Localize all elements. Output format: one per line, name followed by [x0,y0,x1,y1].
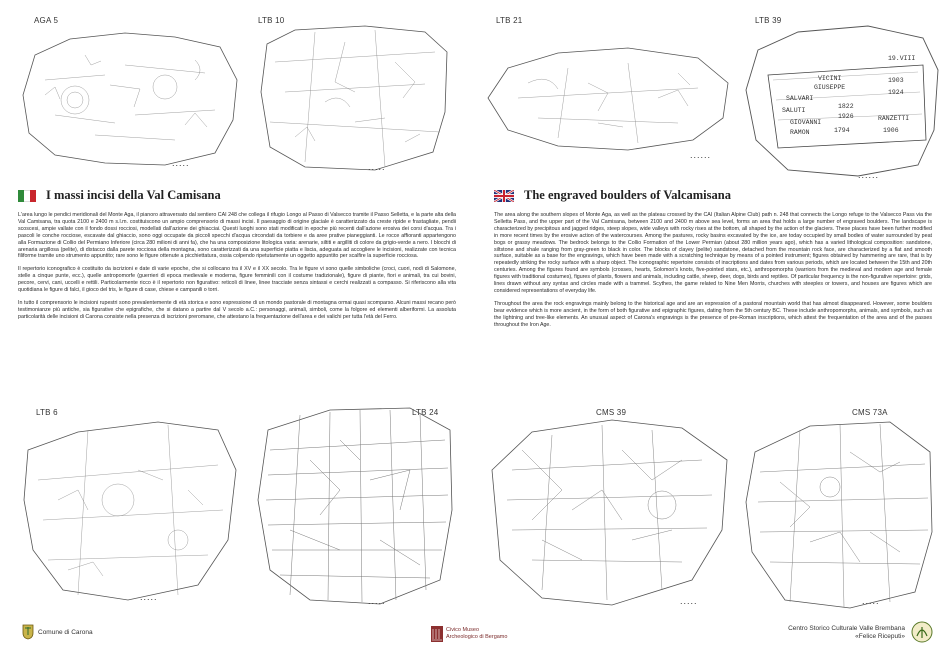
dots-aga5: ..... [172,158,190,168]
centro-storico-emblem-icon [910,620,934,644]
ltb39-text-12: 1794 [834,127,850,134]
footer-museum-line2: Archeologico di Bergamo [446,633,508,640]
italian-text [18,212,456,327]
italian-flag-icon [18,190,36,202]
english-paragraph-1: The area along the southern slopes of Monte Aga, as well as the plateau crossed by the CAI (Italian Alpine Club) path n. 248 that connects the Longo refuge to the Valsecco Pass via the Selletta Pass, and the upper part of the Val Camisana, between 2100 and 2400 m above sea level, forms an area that holds a large number of engraved boulders. The landscape is characterized by precipitous and jagged ridges, steep slopes, wide valleys with rocky rises at the bottom, all shaped by the action of the glaciers. These places have been further modified in more recent times by the erosive action of the watercourses. Among the pastures, rocky basins excavated by the ice, are today occupied by small bodies of water surrounded by peat bogs or grassy meadows. The bedrock belongs to the Collio Formation of the Lower Permian (about 280 million years ago), which has a varied lithological composition: sandstone, siltstone and shale ranging from gray-green to black in color. The blocks of clayey (pelite) sandstone, detached from the mountain rock face, are characterized by a flat and smooth surface, suitable as a base for the engravings, which have been made with a scratching technique by means of a pointed instrument; figures obtained by hammering are rare, that is by repeatedly striking the rocky surface with a sharp object. The iconographic repertoire consists of inscriptions and dates from various periods, which are located between the 15th and 20th centuries. Among the figures found are symbols (crosses, hearts, Solomon's knots, five-pointed stars, etc.), anthropomorphs (warriors from the medieval and modern age and female figures with traditional costumes), figures of plants, flowers and animals, including cattle, sheep, deer, dogs, birds and reptiles. Of particular frequency is the non-figurative repertoire: grids, lines drawn without any syntax and circles made with a trammel. Scythes, the game related to Nine Men Morris, churches with steeples or towers, and houses are figures which are considered representations of everyday life. [494,212,932,294]
boulder-cms73a-drawing [740,412,940,612]
boulder-cms39-drawing [482,410,737,610]
label-aga5: AGA 5 [34,16,59,25]
english-title: The engraved boulders of Valcamisana [524,188,731,202]
label-cms73a: CMS 73A [852,408,888,417]
dots-ltb21: ...... [690,150,712,160]
boulder-ltb6-drawing [18,410,243,605]
carona-coat-of-arms-icon [22,624,34,640]
label-ltb39: LTB 39 [755,16,782,25]
dots-ltb6: ..... [140,592,158,602]
italian-paragraph-3: In tutto il comprensorio le incisioni rupestri sono prevalentemente di età storica e sono espressione di un mondo pastorale di montagna ormai quasi scomparso. Alcuni massi recano però testimonianze più antiche, sia figurative che epigrafiche, che si datano a partire dal V secolo a.C.: personaggi, animali, simboli, come la folgore ed elementi alberiformi. La assoluta particolarità delle incisioni di Carona consiste nella presenza di iscrizioni preromane, che attestano la frequentazione dell'area e dei valichi per tutta l'età del Ferro. [18,299,456,320]
ltb39-text-8: GIOVANNI [790,119,822,126]
boulder-ltb24-drawing [250,400,460,610]
italian-paragraph-1: L'area lungo le pendici meridionali del Monte Aga, il pianoro attraversato dal sentiero CAI 248 che collega il rifugio Longo al Passo di Valsecco tramite il Passo Selletta, e la parte alta della Val Camisana, tra quota 2100 e 2400 m s.l.m. costituiscono un ampio comprensorio di massi incisi. Il paesaggio di origine glaciale è caratterizzato da creste ripide e frastagliate, pendii scoscesi, ampie vallate con il fondo dossi rocciosi, modellati dall'azione dei ghiacciai. Questi luoghi sono stati modificati in epoche più recenti dall'azione erosiva dei corsi d'acqua. Tra i pascoli le conche rocciose, escavate dal ghiaccio, sono oggi occupate da piccoli specchi d'acqua circondati da torbiere e da aree prative pianeggianti. Le rocce affioranti appartengono alla Formazione di Collio del Permiano Inferiore (circa 280 milioni di anni fa), che ha una composizione litologica varia: arenarie, siltiti e argilliti di colore da grigio-verde a nero. I blocchi di arenaria argillosa (pelite), di distacco dalla parete rocciosa della montagna, sono caratterizzati da una superficie piatta e liscia, adeguata ad accogliere le incisioni, realizzate con tecnica filiforme tramite uno strumento appuntito; rare sono le figure ottenute a picchiettatura, ossia colpendo ripetutamente un oggetto appuntito per scalfire la superficie rocciosa. [18,212,456,260]
english-title-row [494,188,731,203]
ltb39-text-13: 19.VIII [888,55,916,62]
ltb39-text-7: 1926 [838,113,854,120]
dots-cms73a: ..... [862,596,880,606]
dots-ltb10: ..... [368,162,386,172]
boulder-ltb10-drawing [255,22,455,174]
english-paragraph-2: Throughout the area the rock engravings mainly belong to the historical age and are an expression of a pastoral mountain world that has almost disappeared. However, some boulders bear evidence which is more ancient, in the form of both figurative and epigraphic figures, dating from the 5th century BC. These include anthropomorphs, animals, and symbols, such as the lightning and tree-like elements. An unusual aspect of Carona's engravings is the presence of pre-Roman inscriptions, which attest the frequentation of the area and of the passes throughout the Iron Age. [494,300,932,328]
ltb39-text-2: 1903 [888,77,904,84]
dots-ltb39: ...... [858,170,880,180]
boulder-ltb39-drawing [738,20,943,180]
english-text [494,212,932,335]
label-cms39: CMS 39 [596,408,627,417]
italian-title-row [18,188,221,203]
dots-cms39: ..... [680,596,698,606]
ltb39-text-5: SALUTI [782,107,806,114]
ltb39-text-10: RANZETTI [878,115,910,122]
label-ltb10: LTB 10 [258,16,285,25]
footer-centro-storico [750,625,905,641]
footer-comune-di-carona: Comune di Carona [38,629,93,636]
boulder-ltb21-drawing [478,28,738,158]
label-ltb24: LTB 24 [412,408,439,417]
ltb39-text-1: GIUSEPPE [814,84,846,91]
ltb39-text-4: SALVARI [786,95,814,102]
ltb39-text-0: VICINI [818,75,842,82]
ltb39-text-3: 1924 [888,89,904,96]
ltb39-text-11: 1906 [883,127,899,134]
italian-title: I massi incisi della Val Camisana [46,188,221,202]
footer-museum-line1: Civico Museo [446,627,480,633]
ltb39-text-9: RAMON [790,129,810,136]
footer-centro-line2: «Felice Riceputi» [855,633,905,640]
museum-logo-icon [430,625,444,643]
footer-museum [446,627,507,640]
label-ltb21: LTB 21 [496,16,523,25]
ltb39-text-6: 1822 [838,103,854,110]
dots-ltb24: ..... [368,596,386,606]
label-ltb6: LTB 6 [36,408,58,417]
footer-centro-line1: Centro Storico Culturale Valle Brembana [788,625,905,632]
italian-paragraph-2: Il repertorio iconografico è costituito da iscrizioni e date di varie epoche, che si collocano tra il XV e il XX secolo. Tra le figure vi sono quelle simboliche (croci, cuori, nodi di Salomone, stelle a cinque punte, ecc.), quelle antropomorfe (guerrieri di epoca medievale e moderna, figure femminili con il costume tradizionale), figure di piante, fiori e animali, tra cui bovini, pecore, cervi, cani, uccelli e rettili. Particolarmente ricco è il repertorio non figurativo: reticoli di linee, linee tracciate senza sintassi e cerchi realizzati a compasso. Si riferiscono alla vita quotidiana le figure di falci, il gioco del tris, le figure di case, chiese e campanili o torri. [18,266,456,294]
boulder-aga5-drawing [15,25,245,170]
uk-flag-icon [494,190,514,202]
